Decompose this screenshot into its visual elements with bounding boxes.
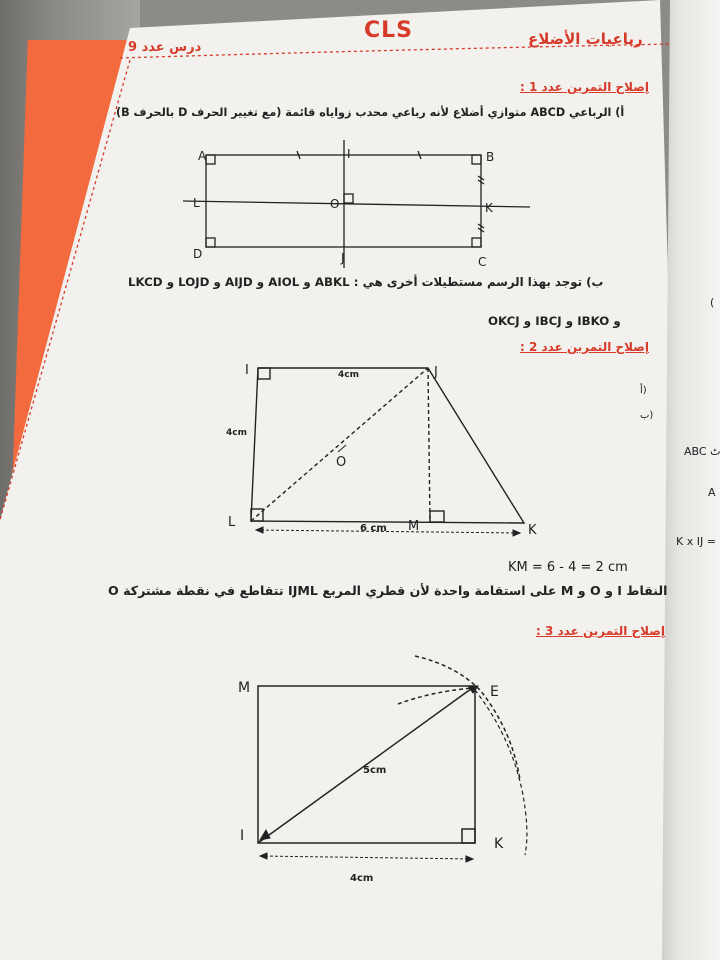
margin-fragment-6: ب)	[640, 410, 654, 421]
label-K: K	[528, 523, 537, 538]
margin-fragment-4: (	[710, 296, 715, 309]
label-I: I	[245, 363, 249, 378]
ex2-calc: KM = 6 - 4 = 2 cm	[508, 560, 628, 575]
label-J: J	[434, 365, 438, 380]
dim-top: 4cm	[338, 370, 359, 380]
dim-diagonal: 5cm	[363, 765, 387, 776]
label-O: O	[330, 197, 340, 211]
label-K: K	[494, 836, 504, 852]
margin-fragment-1: ABC ٹ	[684, 445, 720, 458]
ex3-heading: إصلاح التمرين عدد 3 :	[536, 624, 665, 638]
dim-left: 4cm	[226, 428, 247, 438]
ex1-item-b-line2: و IBKO و IBCJ و OKCJ	[488, 314, 621, 328]
label-J: J	[341, 251, 345, 265]
unit-title: رباعيات الأضلاع	[528, 30, 643, 48]
label-C: C	[478, 255, 487, 269]
label-E: E	[490, 684, 499, 700]
label-L: L	[228, 515, 236, 530]
label-I: I	[347, 147, 351, 161]
lesson-number: درس عدد 9	[128, 40, 202, 55]
label-A: A	[198, 149, 207, 163]
dim-bottom: 6 cm	[360, 523, 387, 534]
margin-fragment-3: K x IJ =	[676, 535, 716, 548]
ex2-heading: إصلاح التمرين عدد 2 :	[520, 340, 649, 354]
ex2-note: النقاط I و O و M على استقامة واحدة لأن قطري المربع IJML تتقاطع في نقطة مشتركة O	[108, 583, 668, 598]
margin-fragment-2: A	[708, 486, 716, 499]
label-M: M	[238, 680, 251, 696]
label-M: M	[408, 519, 420, 534]
label-L: L	[193, 196, 200, 210]
ex1-item-a: أ) الرباعي ABCD متوازي أضلاع لأنه رباعي محدب زواياه قائمة (مع تغيير الحرف D بالحرف B)	[116, 106, 625, 119]
label-B: B	[486, 150, 495, 164]
label-O: O	[336, 455, 347, 470]
ex1-item-b-line1: ب) توجد بهذا الرسم مستطيلات أخرى هي : ABKL و AIOL و AIJD و LOJD و LKCD	[128, 275, 604, 289]
dim-bottom: 4cm	[350, 873, 374, 884]
margin-fragment-5: أ)	[640, 385, 647, 396]
label-I: I	[240, 828, 245, 844]
label-K: K	[485, 201, 493, 215]
ex1-heading: إصلاح التمرين عدد 1 :	[520, 80, 649, 94]
logo-cls: CLS	[364, 18, 414, 43]
label-D: D	[193, 247, 203, 261]
